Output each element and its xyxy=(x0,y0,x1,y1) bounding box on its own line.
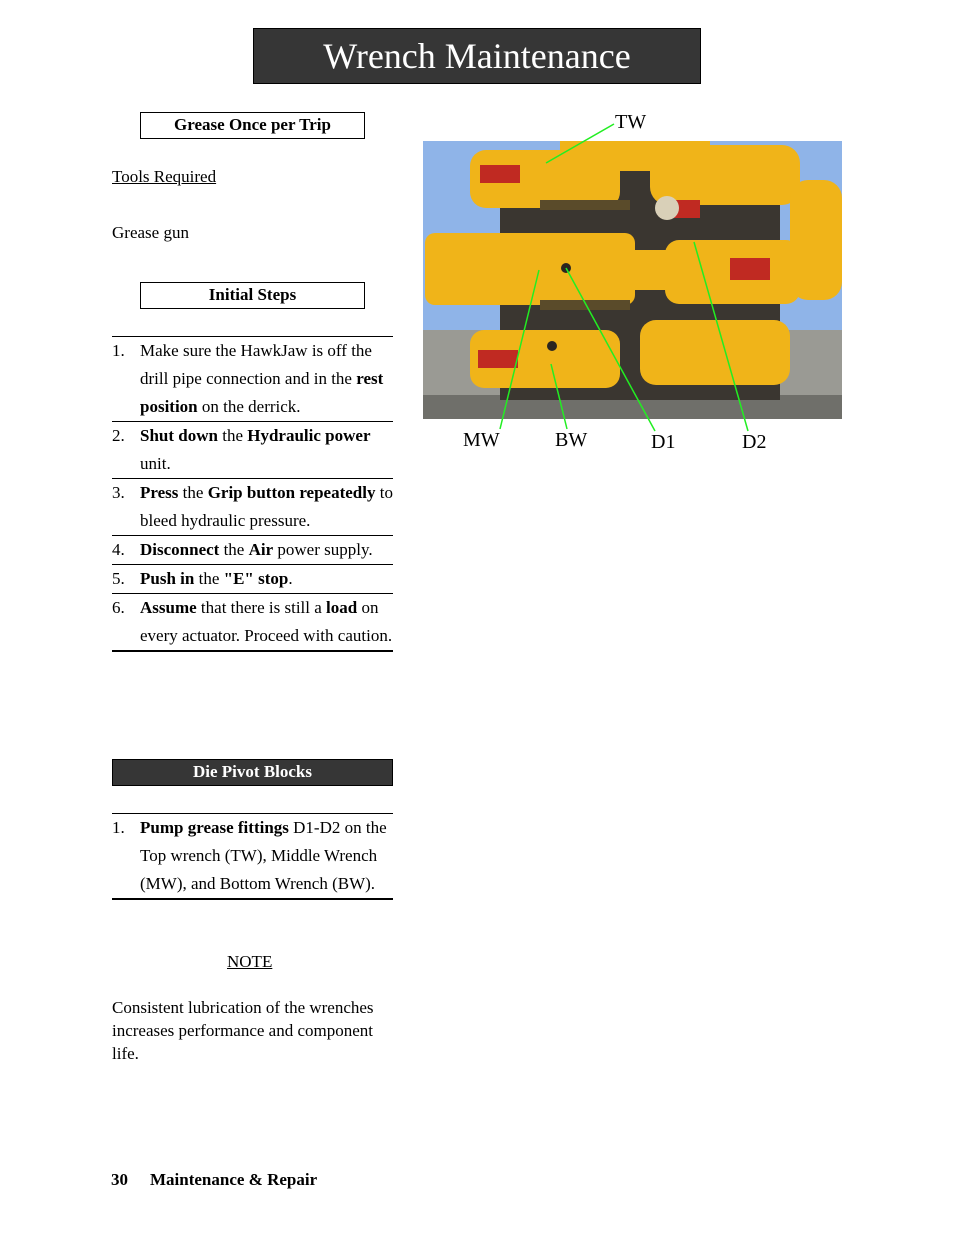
label-tw: TW xyxy=(615,111,647,133)
step-text: Make sure the HawkJaw is off the drill pipe connection and in the xyxy=(140,341,372,388)
page-title: Wrench Maintenance xyxy=(253,28,701,84)
tools-required-label: Tools Required xyxy=(112,167,217,186)
step-text: the xyxy=(194,569,224,588)
step-number: 4. xyxy=(112,540,125,559)
step-text: Disconnect xyxy=(140,540,220,559)
step-text: power supply. xyxy=(273,540,373,559)
step-text: Press xyxy=(140,483,179,502)
die-pivot-heading: Die Pivot Blocks xyxy=(112,759,393,786)
wrench-photo xyxy=(423,141,842,419)
step-number: 1. xyxy=(112,818,125,837)
step-text: the xyxy=(217,426,248,445)
step-text: unit. xyxy=(140,454,171,473)
tool-grease-gun: Grease gun xyxy=(112,223,189,242)
step-text: Assume xyxy=(140,598,197,617)
step-number: 6. xyxy=(112,598,125,617)
step-text: on the derrick. xyxy=(197,397,301,416)
step-text: the xyxy=(219,540,249,559)
step-text: that there is still a xyxy=(196,598,327,617)
step-number: 2. xyxy=(112,426,125,445)
step-text: "E" stop xyxy=(223,569,289,588)
grease-once-heading: Grease Once per Trip xyxy=(140,112,365,139)
step-text: the xyxy=(178,483,208,502)
step-text: Push in xyxy=(140,569,195,588)
step-number: 3. xyxy=(112,483,125,502)
label-bw: BW xyxy=(555,429,588,451)
step-text: Hydraulic power xyxy=(247,426,371,445)
step-text: rest position xyxy=(140,369,384,416)
initial-steps-heading: Initial Steps xyxy=(140,282,365,309)
step-text: Grip button repeatedly xyxy=(207,483,376,502)
step-text: Air xyxy=(248,540,274,559)
note-label: NOTE xyxy=(227,952,273,971)
step-text: Shut down xyxy=(140,426,218,445)
label-d2: D2 xyxy=(742,431,767,453)
label-mw: MW xyxy=(463,429,500,451)
page-number: 30 xyxy=(111,1170,128,1189)
step-text: Pump grease fittings xyxy=(140,818,289,837)
step-text: on every actuator. Proceed with caution. xyxy=(140,598,393,645)
note-body: Consistent lubrication of the wrenches increases performance and component life. xyxy=(112,998,374,1063)
step-number: 5. xyxy=(112,569,125,588)
step-text: . xyxy=(288,569,293,588)
step-text: D1-D2 on the Top wrench (TW), Middle Wrench (MW), and Bottom Wrench (BW). xyxy=(140,818,387,893)
label-d1: D1 xyxy=(651,431,676,453)
step-number: 1. xyxy=(112,341,125,360)
step-text: to bleed hydraulic pressure. xyxy=(140,483,393,530)
step-text: load xyxy=(326,598,358,617)
footer-section: Maintenance & Repair xyxy=(150,1170,318,1189)
